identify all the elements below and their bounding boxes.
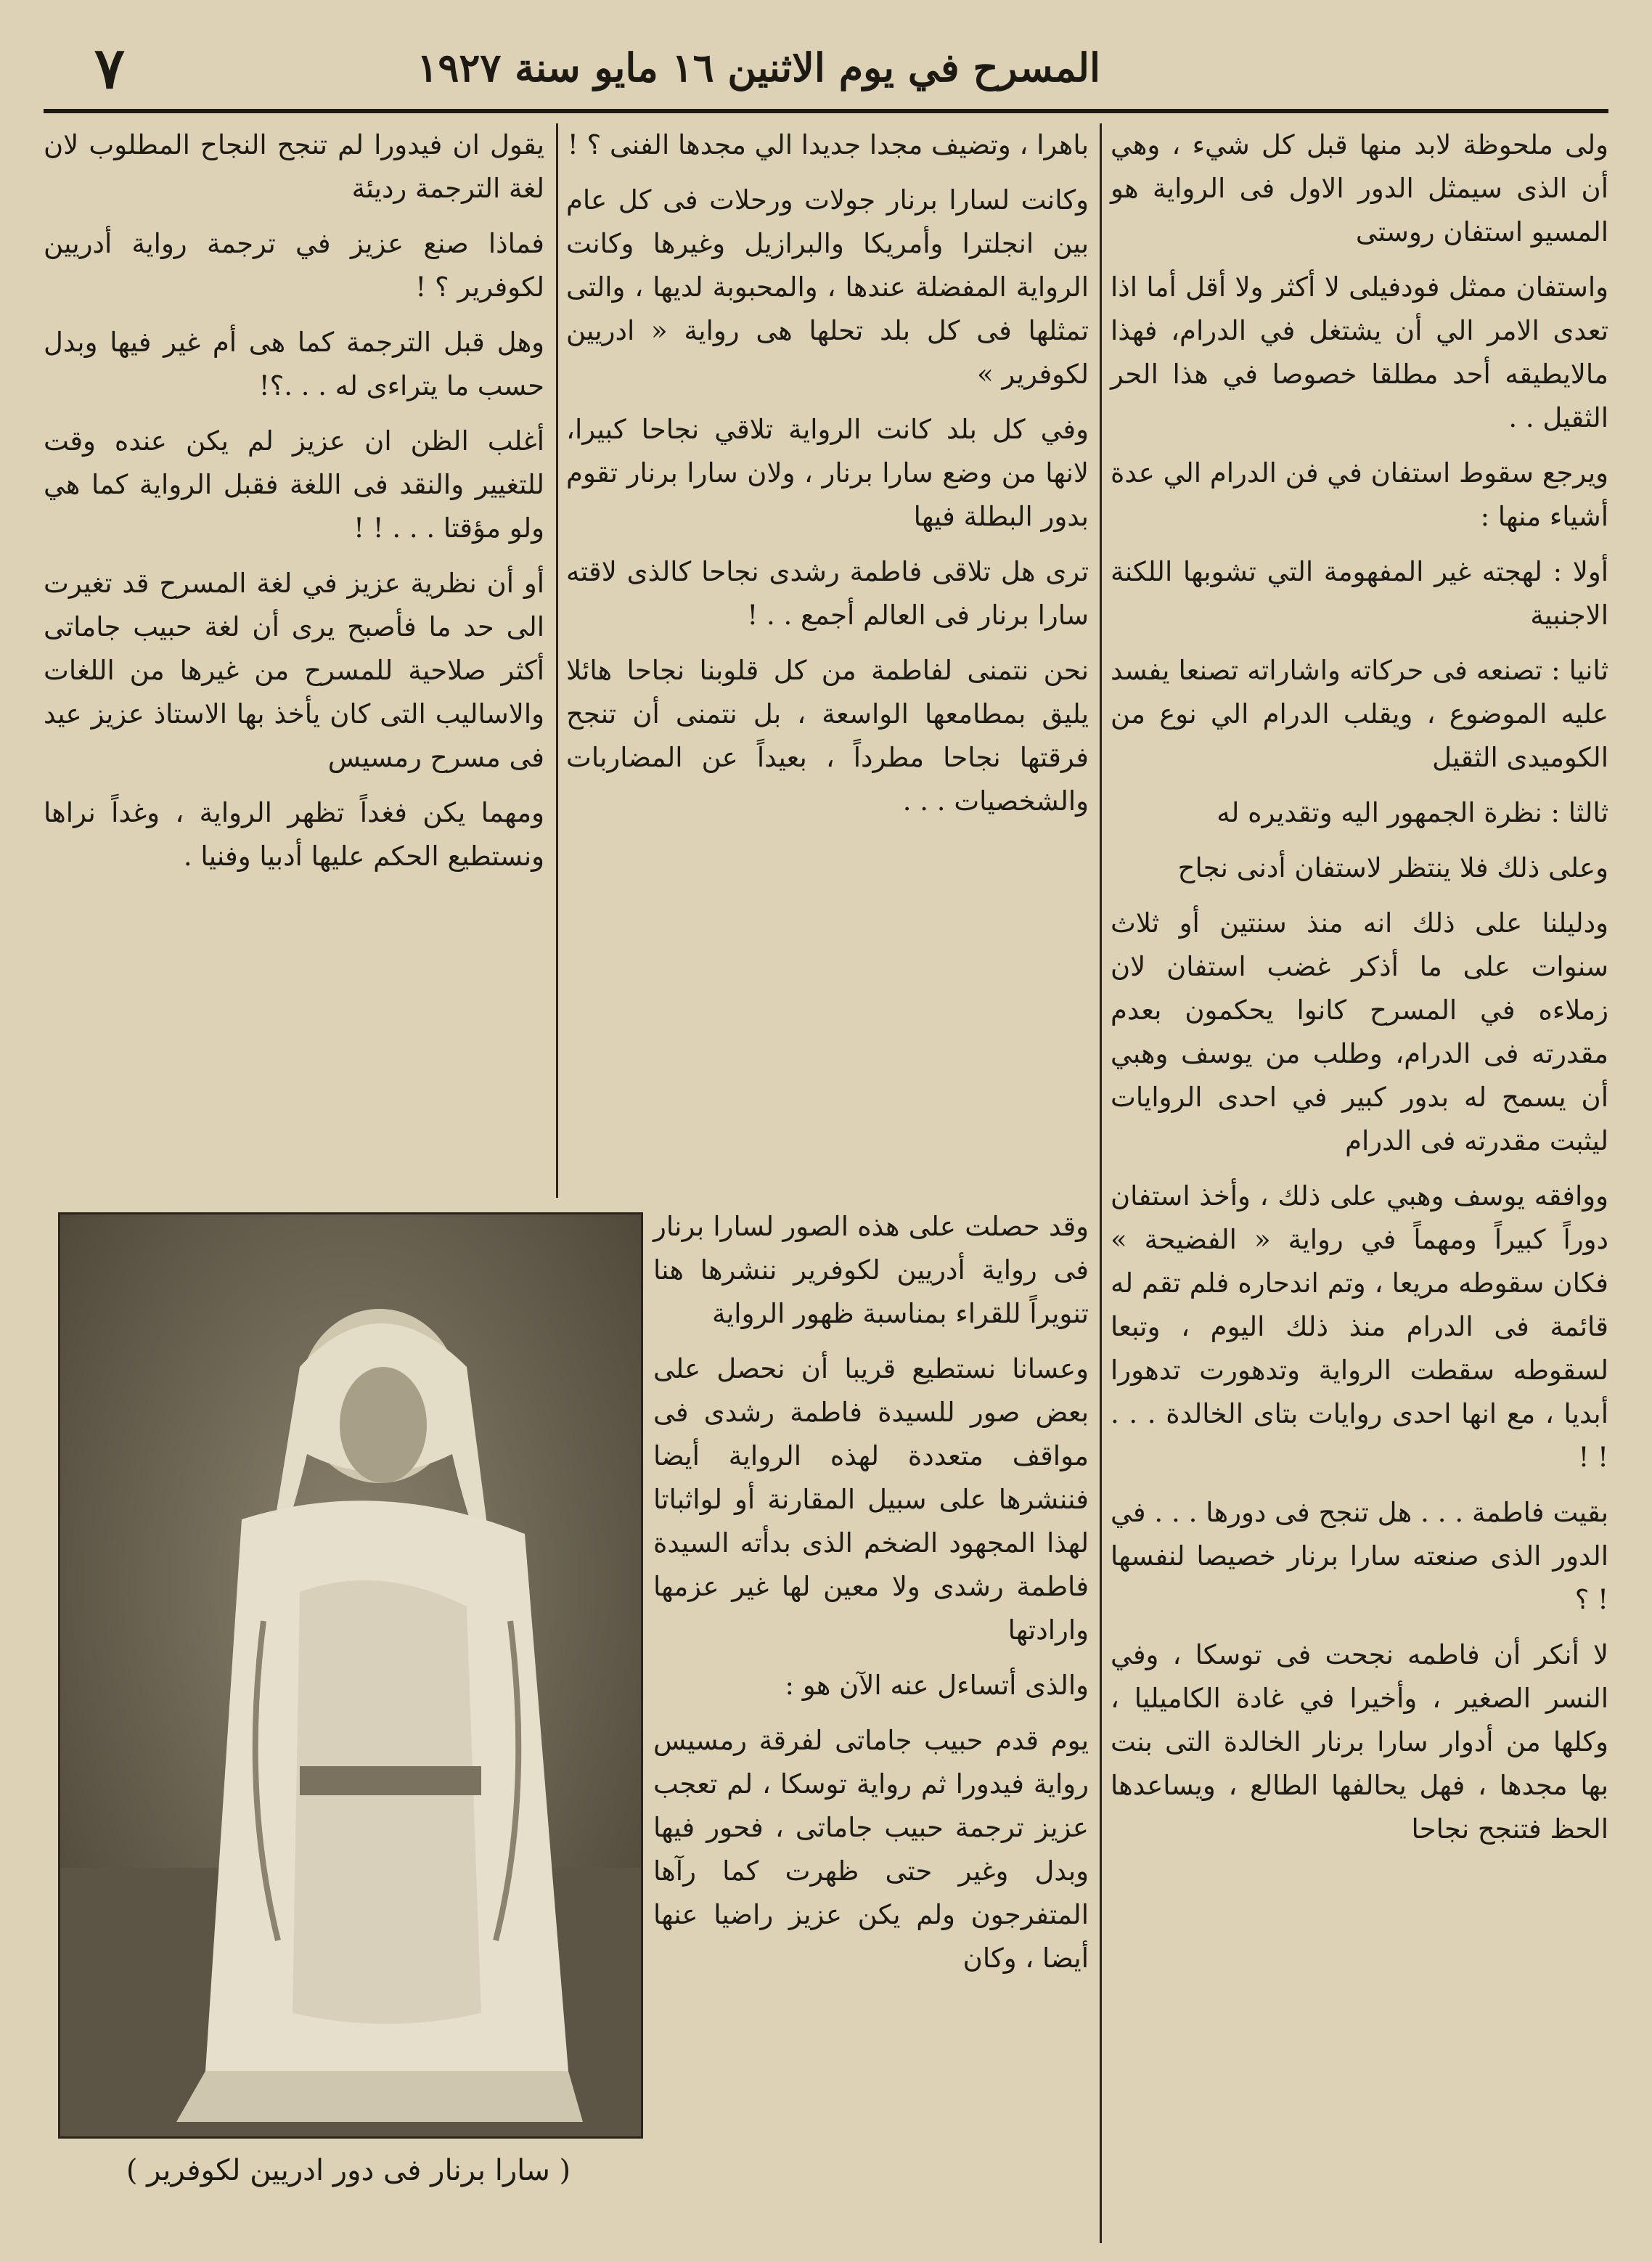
paragraph: ثالثا : نظرة الجمهور اليه وتقديره له bbox=[1216, 797, 1608, 828]
column-right bbox=[1111, 123, 1608, 2243]
paragraph: والذى أتساءل عنه الآن هو : bbox=[785, 1670, 1089, 1701]
paragraph: يوم قدم حبيب جاماتى لفرقة رمسيس رواية فيدورا ثم رواية توسكا ، لم تعجب عزيز ترجمة حبيب جاماتى ، فحور فيها وبدل وغير حتى ظهرت كما رآها المتفرجون ولم يكن عزيز راضيا عنها أيضا ، وكان bbox=[653, 1725, 1089, 1974]
paragraph: وقد حصلت على هذه الصور لسارا برنار فى رواية أدريين لكوفرير ننشرها هنا تنويراً للقراء بمناسبة ظهور الرواية bbox=[653, 1211, 1089, 1329]
portrait-illustration bbox=[60, 1214, 641, 2136]
paragraph: باهرا ، وتضيف مجدا جديدا الي مجدها الفنى ؟ ! bbox=[567, 129, 1089, 160]
paragraph: ثانيا : تصنعه فى حركاته واشاراته تصنعا يفسد عليه الموضوع ، ويقلب الدرام الي نوع من الكوميدى الثقيل bbox=[1111, 655, 1608, 773]
paragraph: بقيت فاطمة . . . هل تنجح فى دورها . . . في الدور الذى صنعته سارا برنار خصيصا لنفسها ! ؟ bbox=[1111, 1497, 1608, 1615]
column-left bbox=[44, 123, 544, 1198]
paragraph: ولى ملحوظة لابد منها قبل كل شيء ، وهي أن الذى سيمثل الدور الاول فى الرواية هو المسيو استفان روستى bbox=[1111, 129, 1608, 248]
column-divider bbox=[1100, 123, 1102, 2243]
paragraph: أو أن نظرية عزيز في لغة المسرح قد تغيرت الى حد ما فأصبح يرى أن لغة حبيب جاماتى أكثر صلاحية للمسرح من غيرها من اللغات والاساليب التى كان يأخذ بها الاستاذ عزيز عيد فى مسرح رمسيس bbox=[44, 568, 544, 773]
paragraph: فماذا صنع عزيز في ترجمة رواية أدريين لكوفرير ؟ ! bbox=[44, 228, 544, 303]
paragraph: وعلى ذلك فلا ينتظر لاستفان أدنى نجاح bbox=[1177, 852, 1608, 883]
header-rule bbox=[44, 109, 1608, 113]
paragraph: واستفان ممثل فودفيلى لا أكثر ولا أقل أما اذا تعدى الامر الي أن يشتغل في الدرام، فهذا مالايطيقه أحد مطلقا خصوصا في هذا الحر الثقيل . . bbox=[1111, 271, 1608, 433]
page-header bbox=[44, 29, 1608, 109]
paragraph: وفي كل بلد كانت الرواية تلاقي نجاحا كبيرا، لانها من وضع سارا برنار ، ولان سارا برنار تقوم بدور البطلة فيها bbox=[566, 414, 1089, 532]
paragraph: يقول ان فيدورا لم تنجح النجاح المطلوب لان لغة الترجمة رديئة bbox=[44, 129, 544, 204]
paragraph: ودليلنا على ذلك انه منذ سنتين أو ثلاث سنوات على ما أذكر غضب استفان لان زملاءه في المسرح كانوا يحكمون بعدم مقدرته فى الدرام، وطلب من يوسف وهبي أن يسمح له بدور كبير في احدى الروايات ليثبت مقدرته فى الدرام bbox=[1111, 907, 1608, 1156]
column-middle-lower bbox=[653, 1205, 1089, 2243]
paragraph: ترى هل تلاقى فاطمة رشدى نجاحا كالذى لاقته سارا برنار فى العالم أجمع . . ! bbox=[566, 556, 1089, 631]
paragraph: أغلب الظن ان عزيز لم يكن عنده وقت للتغيير والنقد فى اللغة فقبل الرواية كما هي ولو مؤقتا . . . ! ! bbox=[44, 425, 544, 544]
paragraph: ومهما يكن فغداً تظهر الرواية ، وغداً نراها ونستطيع الحكم عليها أدبيا وفنيا . bbox=[44, 797, 544, 872]
page-number: ٧ bbox=[94, 36, 125, 102]
column-divider bbox=[556, 123, 558, 1198]
paragraph: لا أنكر أن فاطمه نجحت فى توسكا ، وفي النسر الصغير ، وأخيرا في غادة الكاميليا ، وكلها من أدوار سارا برنار الخالدة التى بنت بها مجدها ، فهل يحالفها الطالع ، ويساعدها الحظ فتنجح نجاحا bbox=[1111, 1639, 1608, 1845]
paragraph: وهل قبل الترجمة كما هى أم غير فيها وبدل حسب ما يتراءى له . . .؟! bbox=[44, 327, 544, 401]
paragraph: نحن نتمنى لفاطمة من كل قلوبنا نجاحا هائلا يليق بمطامعها الواسعة ، بل نتمنى أن تنجح فرقتها نجاحا مطرداً ، بعيداً عن المضاربات والشخصيات . . . bbox=[566, 655, 1089, 817]
paragraph: أولا : لهجته غير المفهومة التي تشوبها اللكنة الاجنبية bbox=[1111, 556, 1608, 631]
paragraph: ويرجع سقوط استفان في فن الدرام الي عدة أشياء منها : bbox=[1111, 457, 1608, 532]
portrait-photo bbox=[58, 1212, 643, 2139]
photo-caption: ( سارا برنار فى دور ادريين لكوفرير ) bbox=[126, 2154, 571, 2187]
paragraph: وعسانا نستطيع قريبا أن نحصل على بعض صور للسيدة فاطمة رشدى فى مواقف متعددة لهذه الرواية أيضا فننشرها على سبيل المقارنة أو لواثباتا لهذا المجهود الضخم الذى بدأته السيدة فاطمة رشدى ولا معين لها غير عزمها وارادتها bbox=[653, 1353, 1089, 1646]
masthead: المسرح في يوم الاثنين ١٦ مايو سنة ١٩٢٧ bbox=[417, 44, 1100, 91]
paragraph: ووافقه يوسف وهبي على ذلك ، وأخذ استفان دوراً كبيراً ومهماً في رواية « الفضيحة » فكان سقوطه مريعا ، وتم اندحاره فلم تقم له قائمة فى الدرام منذ ذلك اليوم ، وتبعا لسقوطه سقطت الرواية وتدهورت تدهورا أبديا ، مع انها احدى روايات بتاى الخالدة . . . ! ! bbox=[1111, 1180, 1608, 1473]
paragraph: وكانت لسارا برنار جولات ورحلات فى كل عام بين انجلترا وأمريكا والبرازيل وغيرها وكانت الرواية المفضلة عندها ، والمحبوبة لديها ، والتى تمثلها فى كل بلد تحلها هى رواية « ادريين لكوفرير » bbox=[566, 184, 1089, 390]
